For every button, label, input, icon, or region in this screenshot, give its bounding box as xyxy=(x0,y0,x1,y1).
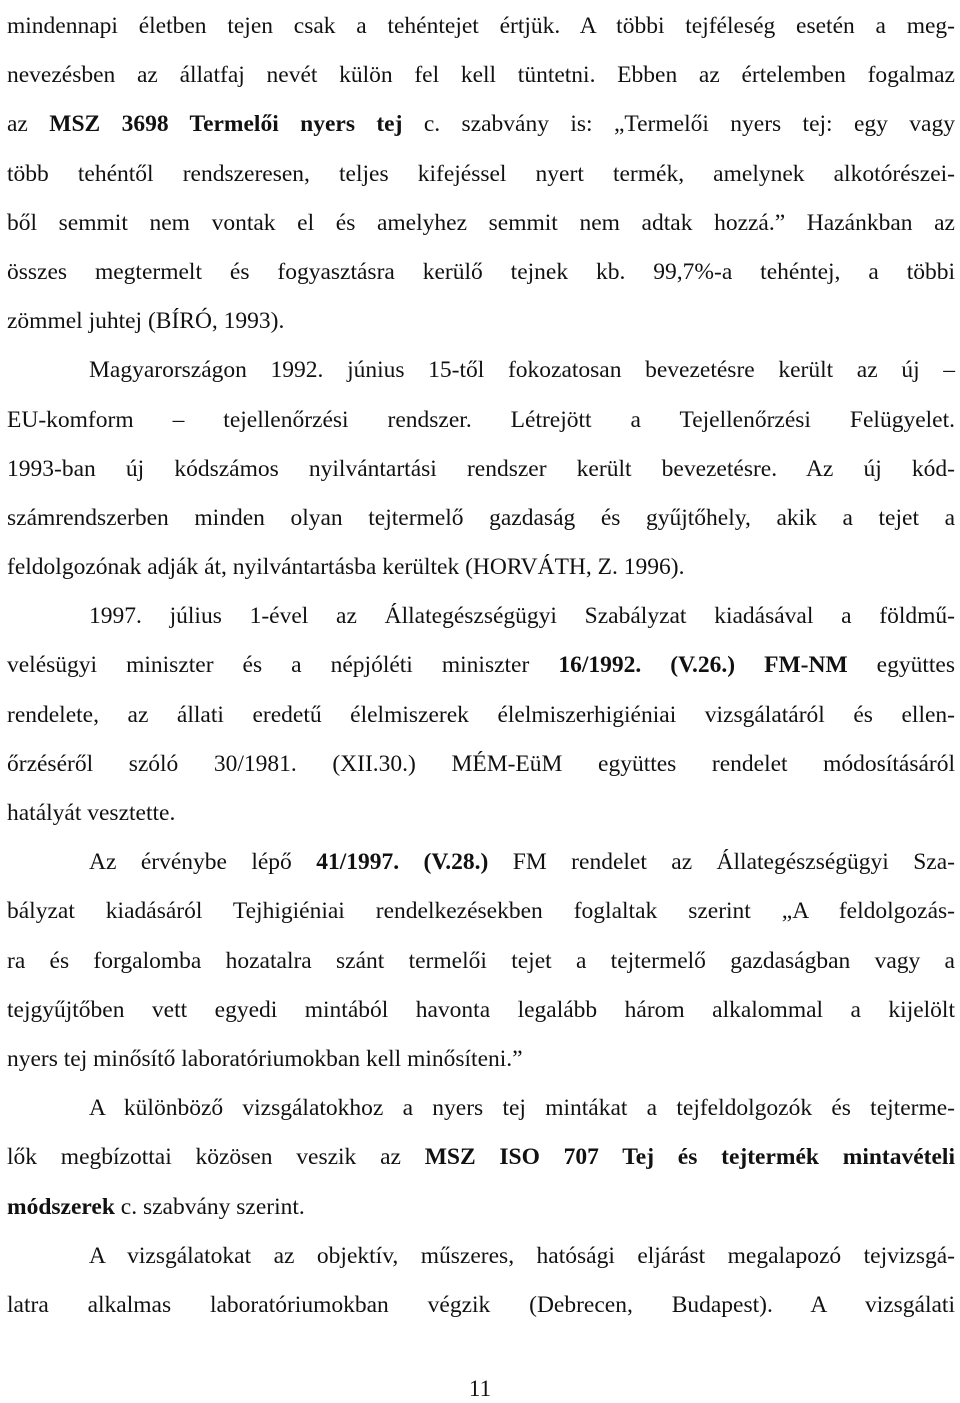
text-line: 1997. július 1-ével az Állategészségügyi Szabályzat kiadásával a földmű- xyxy=(89,603,955,630)
text-line: nevezésben az állatfaj nevét külön fel kell tüntetni. Ebben az értelemben fogalmaz xyxy=(7,62,955,89)
text-line: összes megtermelt és fogyasztásra kerülő tejnek kb. 99,7%-a tehéntej, a többi xyxy=(7,258,955,285)
text-line: az MSZ 3698 Termelői nyers tej c. szabvány is: „Termelői nyers tej: egy vagy xyxy=(7,111,955,138)
paragraph-2 xyxy=(7,346,955,592)
text-line: zömmel juhtej (BÍRÓ, 1993). xyxy=(7,308,285,335)
text-line: rendelete, az állati eredetű élelmiszerek élelmiszerhigiéniai vizsgálatáról és ellen- xyxy=(7,701,955,728)
text-line: módszerek c. szabvány szerint. xyxy=(7,1193,305,1220)
text-line: A vizsgálatokat az objektív, műszeres, hatósági eljárást megalapozó tejvizsgá- xyxy=(89,1242,955,1269)
text-line: lők megbízottai közösen veszik az MSZ ISO 707 Tej és tejtermék mintavételi xyxy=(7,1144,955,1171)
standard-title: módszerek xyxy=(7,1193,115,1220)
text-line: ből semmit nem vontak el és amelyhez semmit nem adtak hozzá.” Hazánkban az xyxy=(7,209,955,236)
text-line: bályzat kiadásáról Tejhigiéniai rendelkezésekben foglaltak szerint „A feldolgozás- xyxy=(7,898,955,925)
text-line: több tehéntől rendszeresen, teljes kifejéssel nyert termék, amelynek alkotórészei- xyxy=(7,160,955,187)
text-line: őrzéséről szóló 30/1981. (XII.30.) MÉM-EüM együttes rendelet módosításáról xyxy=(7,750,955,777)
regulation-number: 16/1992. (V.26.) FM-NM xyxy=(558,652,848,679)
standard-title: MSZ 3698 Termelői nyers tej xyxy=(49,111,403,138)
text-line: EU-komform – tejellenőrzési rendszer. Létrejött a Tejellenőrzési Felügyelet. xyxy=(7,406,955,433)
page-number: 11 xyxy=(468,1376,492,1401)
text-line: hatályát vesztette. xyxy=(7,800,176,826)
text-line: A különböző vizsgálatokhoz a nyers tej mintákat a tejfeldolgozók és tejterme- xyxy=(89,1095,955,1122)
text-line: latra alkalmas laboratóriumokban végzik (Debrecen, Budapest). A vizsgálati xyxy=(7,1291,955,1318)
text-line: mindennapi életben tejen csak a tehéntejet értjük. A többi tejféleség esetén a meg- xyxy=(7,13,955,39)
text-line: feldolgozónak adják át, nyilvántartásba kerültek (HORVÁTH, Z. 1996). xyxy=(7,554,685,581)
text-line: nyers tej minősítő laboratóriumokban kell minősíteni.” xyxy=(7,1045,523,1072)
text-line: tejgyűjtőben vett egyedi mintából havonta legalább három alkalommal a kijelölt xyxy=(7,996,955,1023)
paragraph-5 xyxy=(7,1084,955,1232)
standard-title: MSZ ISO 707 Tej és tejtermék mintavételi xyxy=(424,1144,955,1171)
text-line: számrendszerben minden olyan tejtermelő gazdaság és gyűjtőhely, akik a tejet a xyxy=(7,504,955,531)
text-line: ra és forgalomba hozatalra szánt termelői tejet a tejtermelő gazdaságban vagy a xyxy=(7,947,955,974)
document-body xyxy=(7,2,955,1330)
text-line: Magyarországon 1992. június 15-től fokozatosan bevezetésre került az új – xyxy=(89,357,955,384)
text-line: velésügyi miniszter és a népjóléti miniszter 16/1992. (V.26.) FM-NM együttes xyxy=(7,652,955,679)
paragraph-4 xyxy=(7,838,955,1084)
paragraph-1 xyxy=(7,2,955,346)
paragraph-3 xyxy=(7,592,955,838)
paragraph-6 xyxy=(7,1232,955,1330)
text-line: 1993-ban új kódszámos nyilvántartási rendszer került bevezetésre. Az új kód- xyxy=(7,455,955,482)
regulation-number: 41/1997. (V.28.) xyxy=(316,849,489,876)
text-line: Az érvénybe lépő 41/1997. (V.28.) FM rendelet az Állategészségügyi Sza- xyxy=(89,849,955,876)
